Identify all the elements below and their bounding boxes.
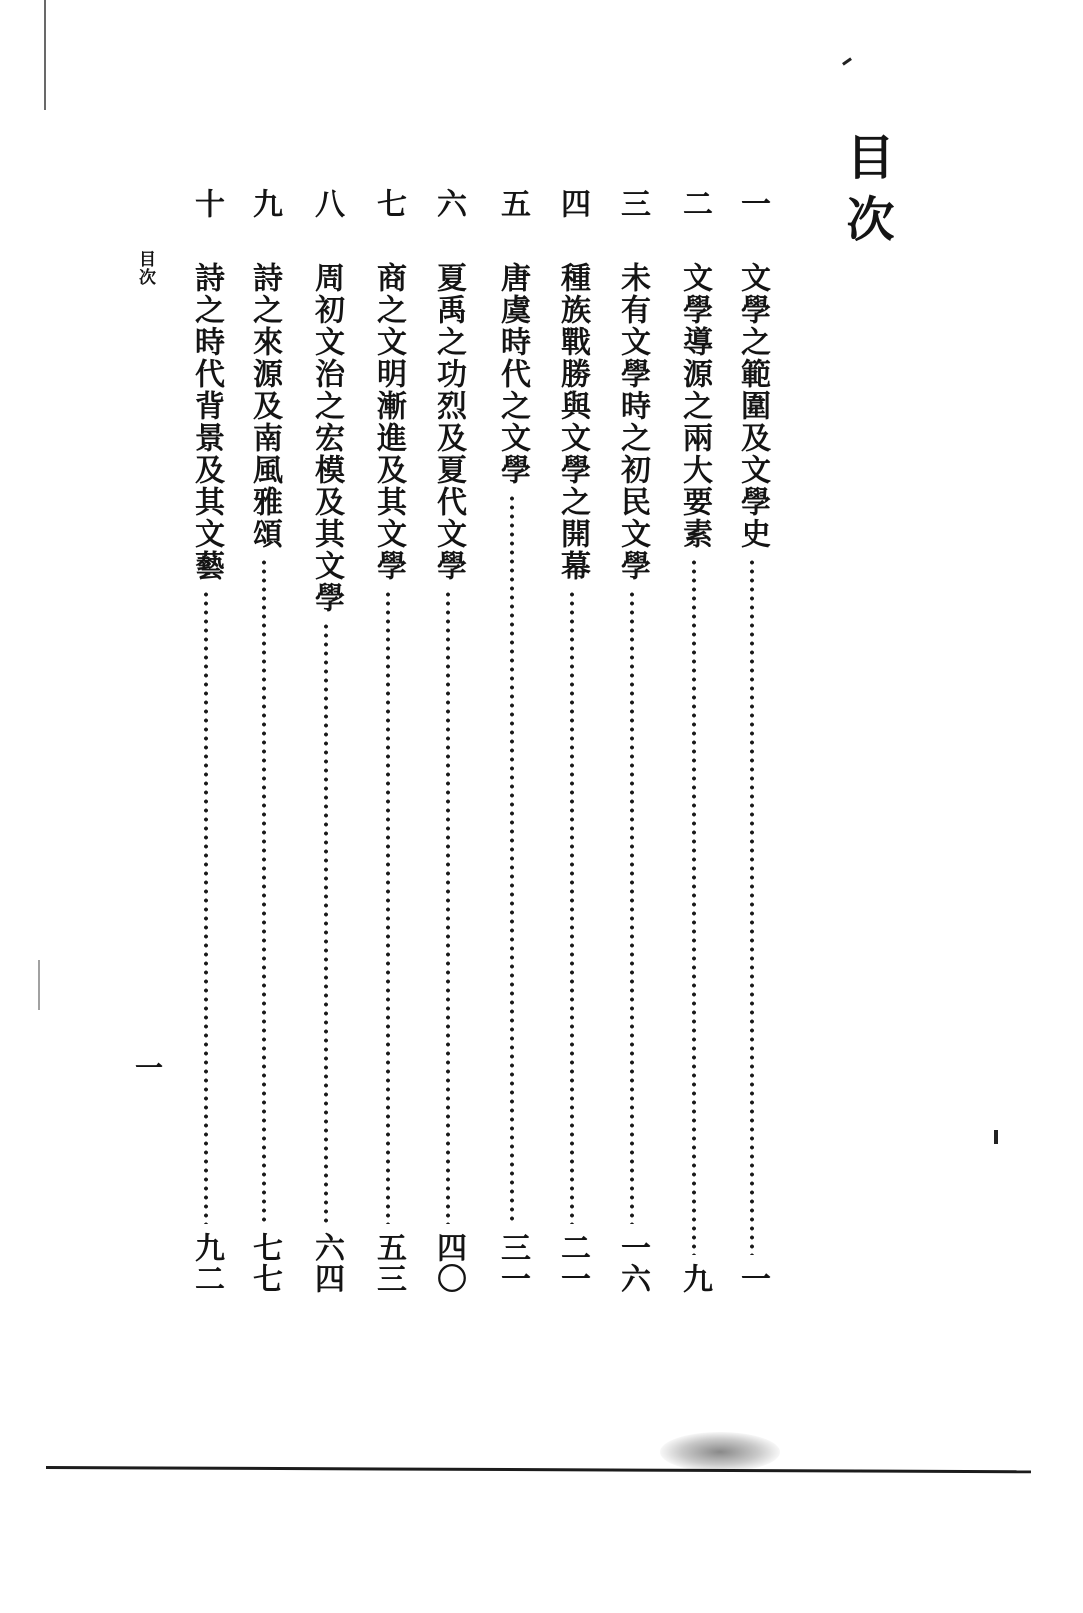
dot-leader xyxy=(445,590,451,1224)
toc-entry xyxy=(306,188,346,1308)
entry-page-number: 三一 xyxy=(495,1232,530,1294)
toc-entry xyxy=(612,188,652,1308)
dot-leader xyxy=(261,558,267,1224)
entry-title: 唐虞時代之文學 xyxy=(495,262,530,486)
toc-entry xyxy=(244,188,284,1308)
entry-page-number: 四〇 xyxy=(431,1232,466,1294)
entry-page-number: 九 xyxy=(677,1263,712,1294)
entry-number: 十 xyxy=(189,188,224,218)
dot-leader xyxy=(629,590,635,1224)
entry-number: 六 xyxy=(431,188,466,218)
entry-page-number: 七七 xyxy=(247,1232,282,1294)
page-edge-mark xyxy=(44,0,46,110)
scan-smudge xyxy=(660,1432,780,1472)
toc-entry xyxy=(428,188,468,1308)
entry-title: 商之文明漸進及其文學 xyxy=(371,262,406,582)
entry-page-number: 一六 xyxy=(615,1232,650,1294)
dot-leader xyxy=(749,558,755,1255)
entry-title: 種族戰勝與文學之開幕 xyxy=(555,262,590,582)
dot-leader xyxy=(323,622,329,1224)
entry-number: 三 xyxy=(615,188,650,218)
entry-page-number: 一 xyxy=(735,1263,770,1294)
entry-number: 七 xyxy=(371,188,406,218)
toc-entry xyxy=(492,188,532,1308)
dot-leader xyxy=(691,558,697,1255)
entry-number: 二 xyxy=(677,188,712,218)
dot-leader xyxy=(509,494,515,1224)
running-head: 目次 xyxy=(135,250,155,286)
scan-speck xyxy=(842,57,852,65)
toc-entry xyxy=(552,188,592,1308)
entry-number: 八 xyxy=(309,188,344,218)
toc-entry xyxy=(368,188,408,1308)
entry-page-number: 二一 xyxy=(555,1232,590,1294)
entry-number: 五 xyxy=(495,188,530,218)
page-title: 目次 xyxy=(838,132,894,256)
entry-number: 四 xyxy=(555,188,590,218)
entry-title: 文學導源之兩大要素 xyxy=(677,262,712,550)
entry-title: 文學之範圍及文學史 xyxy=(735,262,770,550)
entry-title: 未有文學時之初民文學 xyxy=(615,262,650,582)
entry-title: 周初文治之宏模及其文學 xyxy=(309,262,344,614)
page-number: 一 xyxy=(131,1053,164,1081)
toc-entry xyxy=(186,188,226,1308)
entry-title: 夏禹之功烈及夏代文學 xyxy=(431,262,466,582)
dot-leader xyxy=(385,590,391,1224)
entry-page-number: 五三 xyxy=(371,1232,406,1294)
entry-page-number: 六四 xyxy=(309,1232,344,1294)
page-edge-mark xyxy=(38,960,40,1010)
toc-entry xyxy=(732,188,772,1308)
entry-number: 一 xyxy=(735,188,770,218)
page-bottom-edge xyxy=(46,1466,1031,1473)
entry-title: 詩之時代背景及其文藝 xyxy=(189,262,224,582)
entry-page-number: 九二 xyxy=(189,1232,224,1294)
toc-entry xyxy=(674,188,714,1308)
dot-leader xyxy=(203,590,209,1224)
scan-speck xyxy=(994,1130,998,1144)
entry-number: 九 xyxy=(247,188,282,218)
dot-leader xyxy=(569,590,575,1224)
entry-title: 詩之來源及南風雅頌 xyxy=(247,262,282,550)
